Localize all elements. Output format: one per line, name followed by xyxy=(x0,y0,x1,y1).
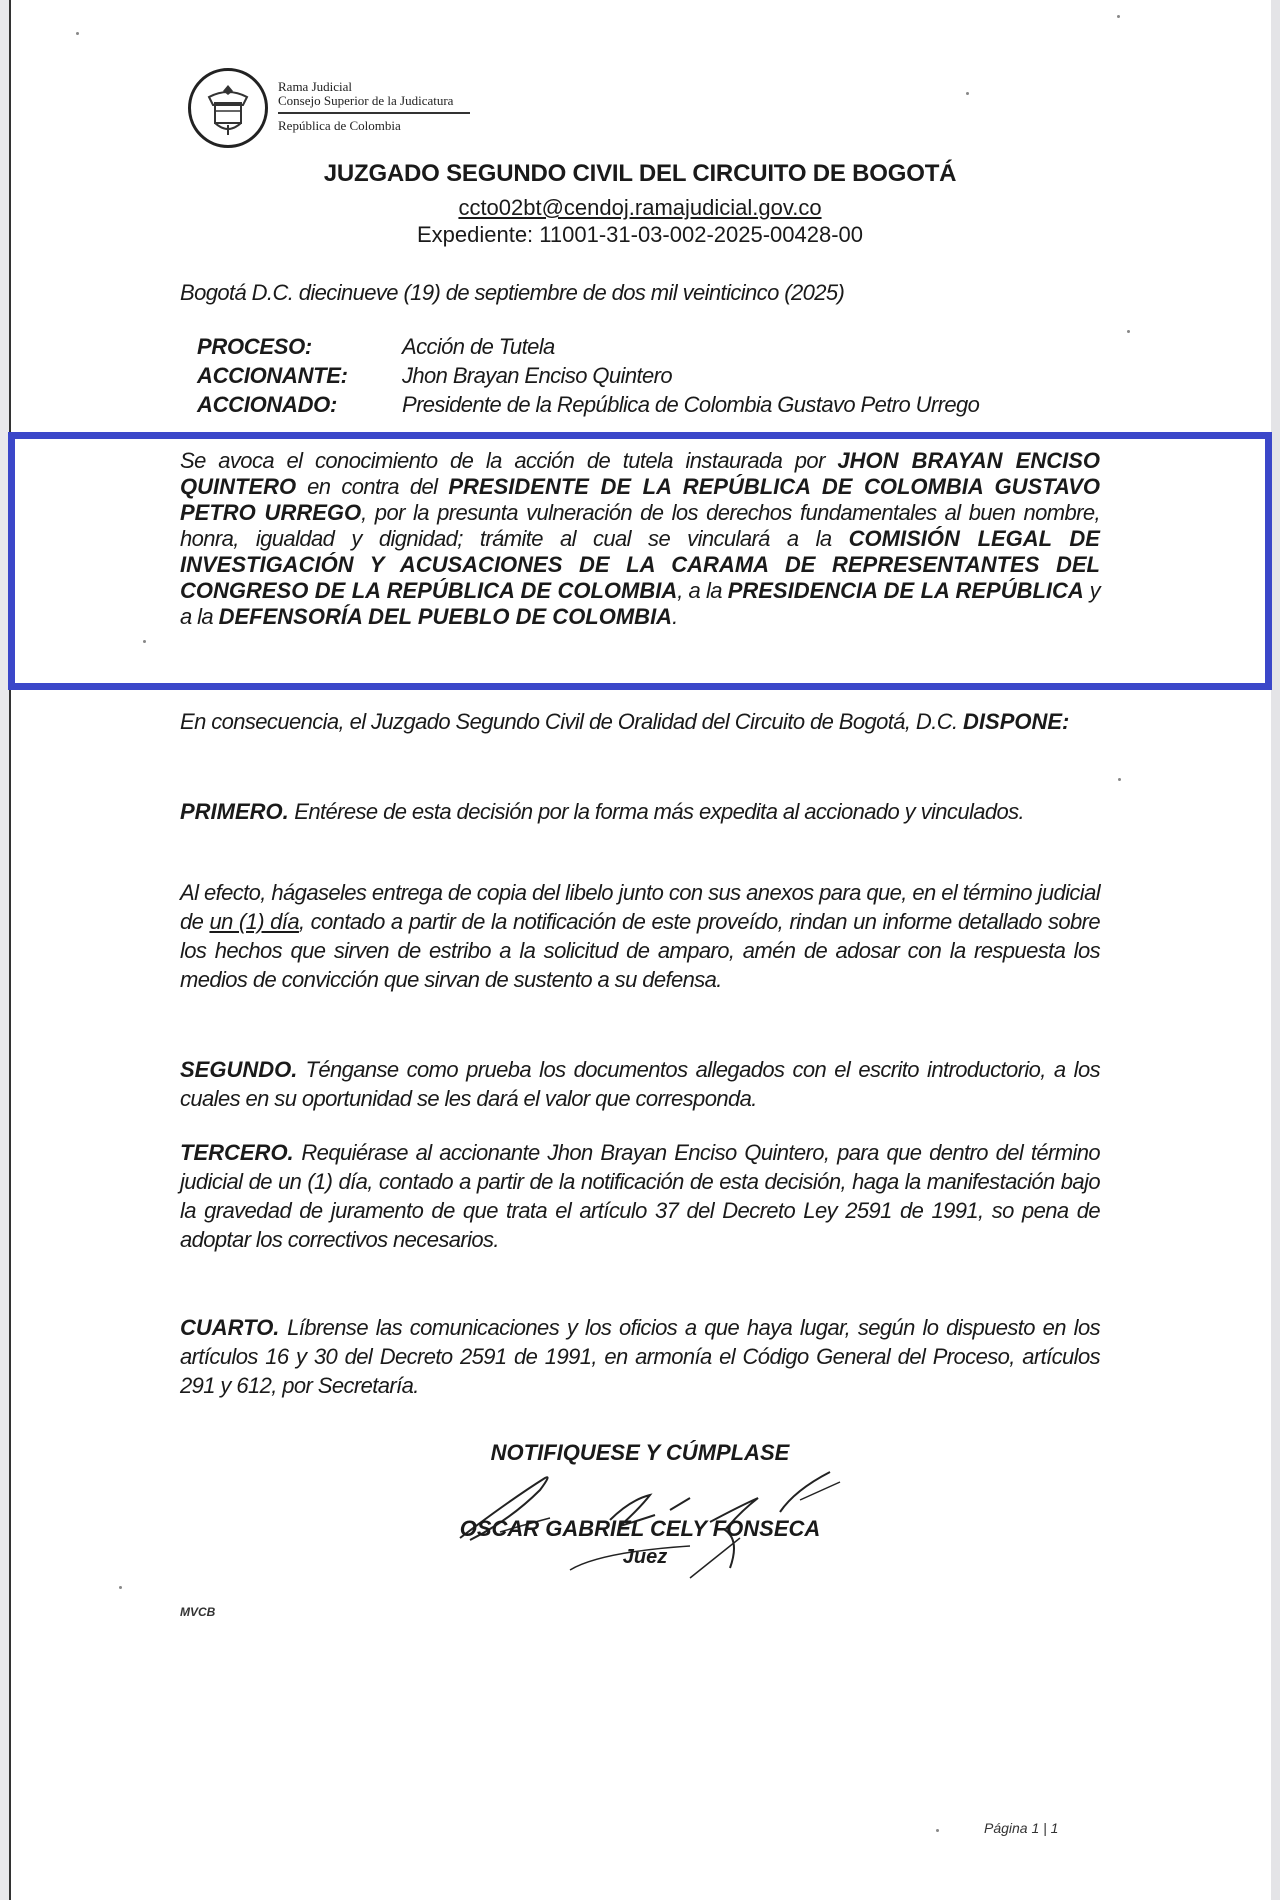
date-line: Bogotá D.C. diecinueve (19) de septiembre de dos mil veinticinco (2025) xyxy=(180,280,845,305)
order-label: CUARTO. xyxy=(180,1315,280,1340)
order-text: Requiérase al accionante Jhon Brayan Enciso Quintero, para que dentro del término judicial de un (1) día, contado a partir de la notificación de esta decisión, haga la manifestación bajo la gravedad de juramento de que trata el artículo 37 del Decreto Ley 2591 de 1991, so pena de adoptar los correctivos necesarios. xyxy=(180,1140,1100,1252)
signer-name: OSCAR GABRIEL CELY FONSECA xyxy=(459,1516,821,1541)
meta-label: ACCIONANTE: xyxy=(197,363,348,388)
consequence-paragraph xyxy=(180,708,1100,735)
case-file-number: Expediente: 11001-31-03-002-2025-00428-00 xyxy=(416,222,864,247)
meta-value: Acción de Tutela xyxy=(402,334,555,359)
logo-text xyxy=(278,80,470,133)
order-tercero xyxy=(180,1138,1100,1254)
left-edge-strip xyxy=(0,0,9,1900)
meta-row-accionado xyxy=(197,390,979,419)
meta-label: PROCESO: xyxy=(197,334,312,359)
bold-run: PRESIDENCIA DE LA REPÚBLICA xyxy=(727,578,1084,603)
case-metadata xyxy=(197,332,979,419)
text-run: En consecuencia, el Juzgado Segundo Civil de Oralidad del Circuito de Bogotá, D.C. xyxy=(180,709,964,734)
text-run: . xyxy=(672,604,678,629)
text-run: Se avoca el conocimiento de la acción de tutela instaurada por xyxy=(180,448,838,473)
text-run: , a la xyxy=(677,578,728,603)
text-run: y a la xyxy=(180,578,1101,629)
scan-speck xyxy=(1118,778,1121,781)
order-segundo xyxy=(180,1055,1100,1113)
meta-value: Jhon Brayan Enciso Quintero xyxy=(402,363,672,388)
coat-of-arms-logo-icon xyxy=(188,68,268,148)
bold-run: PRESIDENTE DE LA REPÚBLICA DE COLOMBIA GUSTAVO PETRO URREGO xyxy=(180,474,1100,525)
meta-value: Presidente de la República de Colombia Gustavo Petro Urrego xyxy=(402,392,980,417)
clerk-initials: MVCB xyxy=(180,1605,216,1619)
text-run: , contado a partir de la notificación de este proveído, rindan un informe detallado sobre los hechos que sirven de estribo a la solicitud de amparo, amén de adosar con la respuesta los medios de convicción que sirvan de sustento a su defensa. xyxy=(180,909,1100,992)
order-cuarto xyxy=(180,1313,1100,1400)
court-title: JUZGADO SEGUNDO CIVIL DEL CIRCUITO DE BOGOTÁ xyxy=(323,160,957,187)
meta-row-proceso xyxy=(197,332,979,361)
bold-run: DEFENSORÍA DEL PUEBLO DE COLOMBIA xyxy=(218,604,673,629)
bold-run: JHON BRAYAN ENCISO QUINTERO xyxy=(180,448,1100,499)
order-efecto xyxy=(180,878,1100,994)
text-run: , por la presunta vulneración de los derechos fundamentales al buen nombre, honra, igualdad y dignidad; trámite al cual se vinculará a la xyxy=(180,500,1100,551)
logo-line-rama: Rama Judicial xyxy=(278,79,353,94)
order-text: Ténganse como prueba los documentos allegados con el escrito introductorio, a los cuales en su oportunidad se les dará el valor que corresponda. xyxy=(180,1057,1100,1111)
court-email-link[interactable]: ccto02bt@cendoj.ramajudicial.gov.co xyxy=(458,195,822,220)
meta-label: ACCIONADO: xyxy=(197,392,337,417)
bold-run: COMISIÓN LEGAL DE INVESTIGACIÓN Y ACUSACIONES DE LA CARAMA DE REPRESENTANTES DEL CONGRESO DE LA REPÚBLICA DE COLOMBIA xyxy=(180,526,1100,603)
order-text: Entérese de esta decisión por la forma más expedita al accionado y vinculados. xyxy=(288,799,1025,824)
order-label: TERCERO. xyxy=(180,1140,294,1165)
scan-speck xyxy=(1127,330,1130,333)
meta-row-accionante xyxy=(197,361,979,390)
text-run: en contra del xyxy=(296,474,449,499)
closing-formula: NOTIFIQUESE Y CÚMPLASE xyxy=(490,1440,790,1465)
logo-divider xyxy=(278,112,470,114)
scan-speck xyxy=(966,92,969,95)
right-edge-strip xyxy=(1271,0,1280,1900)
order-primero xyxy=(180,798,1100,825)
scan-speck xyxy=(76,32,79,35)
order-label: PRIMERO. xyxy=(180,799,289,824)
scan-speck xyxy=(1117,15,1120,18)
logo-line-republica: República de Colombia xyxy=(278,118,401,133)
underlined-term: un (1) día xyxy=(209,909,299,934)
order-label: SEGUNDO. xyxy=(180,1057,298,1082)
scan-speck xyxy=(936,1829,939,1832)
logo-line-consejo: Consejo Superior de la Judicatura xyxy=(278,93,454,108)
scan-speck xyxy=(143,640,146,643)
text-run: Al efecto, hágaseles entrega de copia del libelo junto con sus anexos para que, en el término judicial de xyxy=(180,880,1100,934)
signer-role: Juez xyxy=(622,1546,668,1568)
dispone-label: DISPONE: xyxy=(963,709,1070,734)
page-number: Página 1 | 1 xyxy=(984,1820,1059,1836)
scan-speck xyxy=(119,1586,122,1589)
highlighted-paragraph xyxy=(180,448,1100,630)
order-text: Líbrense las comunicaciones y los oficios a que haya lugar, según lo dispuesto en los artículos 16 y 30 del Decreto 2591 de 1991, en armonía el Código General del Proceso, artículos 291 y 612, por Secretaría. xyxy=(180,1315,1100,1398)
